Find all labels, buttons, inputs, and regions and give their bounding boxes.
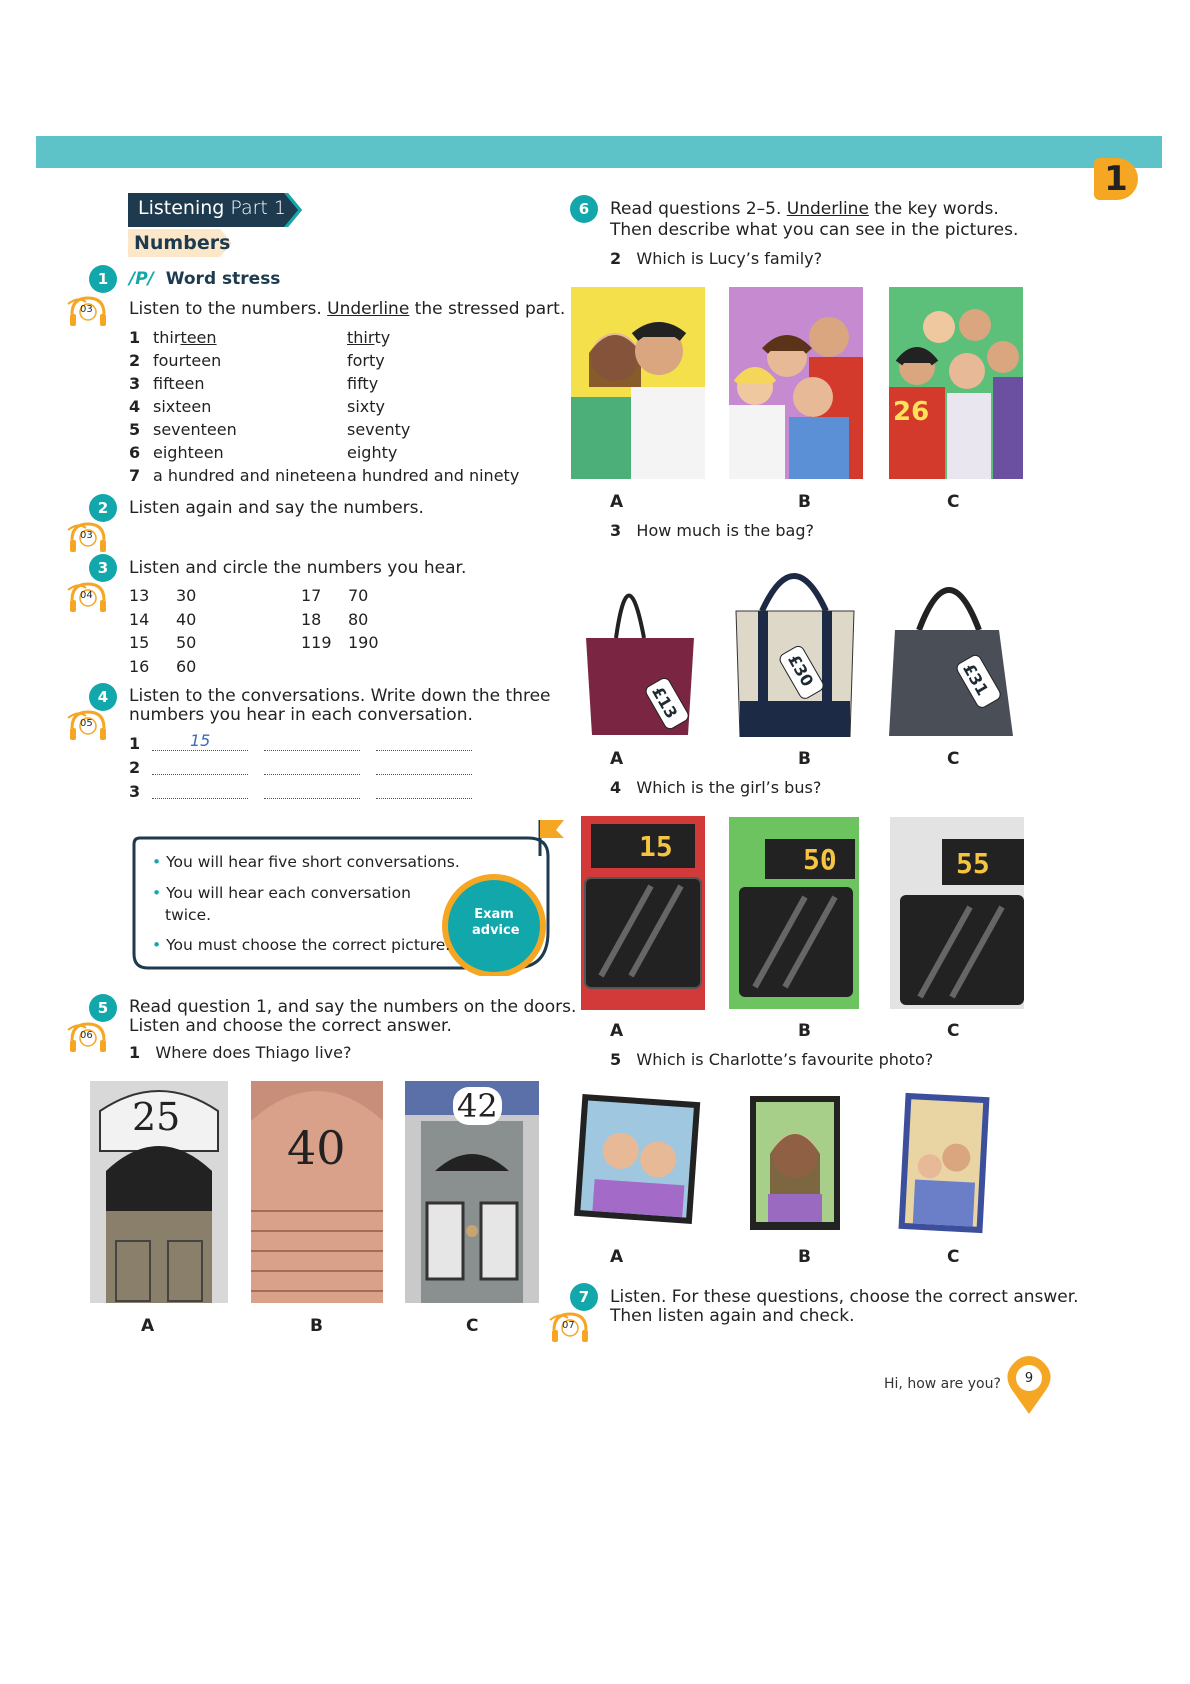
tip-3: • You must choose the correct picture. [152, 936, 451, 954]
audio-track-03-icon[interactable] [64, 292, 108, 334]
word-row [129, 397, 140, 416]
word-part: eighteen [153, 443, 224, 462]
option-a[interactable]: A [610, 1247, 624, 1267]
track-number: 03 [80, 304, 93, 315]
question-number: 2 [610, 249, 622, 268]
ty-word[interactable] [347, 351, 385, 370]
answer-line[interactable] [264, 736, 360, 751]
exercise-1-badge: 1 [89, 265, 117, 293]
number-option[interactable]: 15 [129, 633, 150, 652]
stressed-part: teen [180, 328, 217, 347]
price-tag: £31 [959, 660, 993, 699]
teen-word[interactable] [153, 466, 346, 485]
number-option[interactable]: 16 [129, 656, 150, 676]
audio-track-05-icon[interactable] [64, 706, 108, 748]
word-part: eighty [347, 443, 398, 462]
number-option[interactable]: 190 [348, 633, 379, 652]
bus-a-image[interactable] [581, 816, 705, 1010]
word-part: sixteen [153, 397, 212, 416]
row-number: 2 [129, 351, 141, 370]
audio-track-06-icon[interactable] [64, 1018, 108, 1060]
advice-label: advice [472, 923, 520, 938]
family-c-image[interactable] [889, 287, 1023, 479]
phoneme: /P/ [129, 269, 154, 289]
answer-line[interactable] [376, 736, 472, 751]
option-a[interactable]: A [141, 1316, 155, 1336]
question-2 [610, 249, 822, 268]
word-part: sixty [347, 397, 385, 416]
number-option[interactable]: 40 [176, 609, 197, 629]
question-text: Where does Thiago live? [155, 1043, 352, 1062]
row-number: 6 [129, 443, 141, 462]
question-5 [610, 1050, 933, 1069]
option-c[interactable]: C [466, 1316, 479, 1336]
bus-b-image[interactable] [729, 817, 859, 1009]
row-number: 3 [129, 374, 141, 393]
answer-line[interactable] [152, 760, 248, 775]
example-answer: 15 [190, 731, 211, 750]
page-pin-icon [1004, 1356, 1054, 1418]
exercise-2-badge: 2 [89, 494, 117, 522]
exercise-1-title [129, 269, 280, 290]
door-a-image[interactable] [90, 1081, 228, 1303]
option-b[interactable]: B [798, 1021, 811, 1041]
door-number: 25 [132, 1095, 181, 1139]
teen-word[interactable] [153, 420, 237, 439]
tip-text: You will hear each conversation [166, 884, 411, 902]
question-text: Which is the girl’s bus? [636, 778, 822, 797]
track-number: 06 [80, 1030, 93, 1041]
answer-line[interactable] [376, 760, 472, 775]
number-option[interactable]: 14 [129, 609, 150, 629]
track-number: 04 [80, 590, 93, 601]
row-number: 7 [129, 466, 141, 485]
option-b[interactable]: B [310, 1316, 323, 1336]
tip-2: • You will hear each conversation [152, 884, 411, 902]
ty-word[interactable] [347, 328, 390, 347]
word-part: fourteen [153, 351, 222, 370]
bus-number: 50 [803, 843, 837, 876]
option-b[interactable]: B [798, 492, 811, 512]
exercise-6-instruction-2: Then describe what you can see in the pictures. [610, 220, 1019, 240]
question-1 [129, 1043, 351, 1062]
top-banner [36, 136, 1162, 168]
ty-word[interactable] [347, 420, 410, 439]
family-b-image[interactable] [729, 287, 863, 479]
section-title [138, 197, 286, 219]
exercise-7-badge: 7 [570, 1283, 598, 1311]
exercise-3-instruction: Listen and circle the numbers you hear. [129, 558, 467, 578]
exercise-6-badge: 6 [570, 195, 598, 223]
door-b-image[interactable] [251, 1081, 383, 1303]
exercise-4-instruction-2: numbers you hear in each conversation. [129, 705, 473, 725]
door-number: 42 [453, 1087, 502, 1125]
word-part: seventy [347, 420, 411, 439]
ty-word[interactable] [347, 466, 519, 485]
audio-track-04-icon[interactable] [64, 578, 108, 620]
question-text: Which is Lucy’s family? [636, 249, 823, 268]
exercise-7-instruction-1: Listen. For these questions, choose the correct answer. [610, 1287, 1079, 1307]
answer-line[interactable] [264, 760, 360, 775]
section-subtitle: Numbers [134, 232, 231, 254]
exercise-4-instruction-1: Listen to the conversations. Write down the three [129, 686, 551, 706]
exercise-1-instruction [129, 299, 565, 320]
ty-word[interactable] [347, 397, 385, 416]
word-row [129, 420, 140, 439]
track-number: 05 [80, 718, 93, 729]
track-number: 03 [80, 530, 93, 541]
answer-row-number: 2 [129, 758, 141, 777]
teen-word[interactable] [153, 328, 217, 347]
word-stress-label: Word stress [165, 269, 281, 289]
shirt-number: 26 [893, 397, 930, 427]
number-option[interactable]: 18 [301, 609, 322, 629]
instr-text-2: the key words. [868, 199, 999, 219]
option-a[interactable]: A [610, 492, 624, 512]
exercise-4-badge: 4 [89, 683, 117, 711]
word-row [129, 443, 140, 462]
number-option[interactable]: 13 [129, 586, 150, 605]
photo-c-image[interactable] [898, 1091, 990, 1235]
word-part: forty [347, 351, 385, 370]
bus-c-image[interactable] [890, 817, 1024, 1009]
number-option[interactable]: 119 [301, 633, 332, 652]
question-number: 3 [610, 521, 622, 540]
question-number: 1 [129, 1043, 141, 1062]
exam-advice-label [472, 907, 520, 939]
question-4 [610, 778, 821, 797]
word-part: a hundred and ninety [347, 466, 520, 485]
teen-word[interactable] [153, 397, 211, 416]
row-number: 5 [129, 420, 141, 439]
option-c[interactable]: C [947, 492, 960, 512]
exercise-3-badge: 3 [89, 554, 117, 582]
exercise-7-instruction-2: Then listen again and check. [610, 1306, 855, 1326]
option-b[interactable]: B [798, 1247, 811, 1267]
tip-text: You will hear five short conversations. [166, 853, 460, 871]
instr-text: Read questions 2–5. [610, 199, 787, 219]
bag-a-image[interactable] [578, 553, 702, 738]
row-number: 4 [129, 397, 141, 416]
photo-b-image[interactable] [748, 1094, 842, 1234]
exercise-5-instruction-1: Read question 1, and say the numbers on the doors. [129, 997, 577, 1017]
photo-a-image[interactable] [572, 1092, 702, 1230]
question-3 [610, 521, 814, 540]
instr-underline: Underline [786, 199, 869, 219]
word-part: seventeen [153, 420, 237, 439]
number-option[interactable]: 30 [176, 586, 197, 605]
teen-word[interactable] [153, 374, 205, 393]
exam-label: Exam [474, 907, 514, 922]
teen-word[interactable] [153, 351, 221, 370]
section-name: Listening [138, 197, 225, 219]
stressed-part: thir [347, 328, 375, 347]
tip-2-cont: twice. [165, 906, 212, 924]
door-number: 40 [287, 1121, 346, 1175]
option-c[interactable]: C [947, 749, 960, 769]
instr-text: Listen to the numbers. [129, 299, 328, 319]
price-tag: £30 [784, 651, 818, 690]
door-c-image[interactable] [405, 1081, 539, 1303]
word-part: thir [153, 328, 181, 347]
ty-word[interactable] [347, 443, 397, 462]
instr-underline: Underline [327, 299, 410, 319]
option-a[interactable]: A [610, 749, 624, 769]
answer-line[interactable] [376, 784, 472, 799]
word-row [129, 466, 140, 485]
word-part: fifty [347, 374, 379, 393]
bus-number: 15 [639, 830, 673, 863]
number-option[interactable]: 17 [301, 586, 322, 605]
number-option[interactable]: 50 [176, 633, 197, 652]
family-a-image[interactable] [571, 287, 705, 479]
word-part: a hundred and nineteen [153, 466, 346, 485]
ty-word[interactable] [347, 374, 378, 393]
question-text: How much is the bag? [636, 521, 814, 540]
exercise-6-instruction-1 [610, 199, 999, 220]
option-b[interactable]: B [798, 749, 811, 769]
number-option[interactable]: 80 [348, 609, 369, 629]
question-text: Which is Charlotte’s favourite photo? [636, 1050, 934, 1069]
answer-row-number: 3 [129, 782, 141, 801]
word-row [129, 374, 140, 393]
exercise-5-instruction-2: Listen and choose the correct answer. [129, 1016, 452, 1036]
teen-word[interactable] [153, 443, 224, 462]
option-c[interactable]: C [947, 1021, 960, 1041]
bag-b-image[interactable] [732, 551, 858, 737]
word-row [129, 351, 140, 370]
instr-text-2: the stressed part. [409, 299, 566, 319]
option-a[interactable]: A [610, 1021, 624, 1041]
word-part: fifteen [153, 374, 205, 393]
tip-1: • You will hear five short conversations. [152, 853, 460, 871]
row-number: 1 [129, 328, 141, 347]
price-tag: £13 [648, 683, 682, 722]
answer-line[interactable] [152, 784, 248, 799]
bag-c-image[interactable] [889, 560, 1015, 738]
exercise-5-badge: 5 [89, 994, 117, 1022]
question-number: 5 [610, 1050, 622, 1069]
answer-line[interactable] [264, 784, 360, 799]
exercise-2-instruction: Listen again and say the numbers. [129, 498, 424, 518]
bus-number: 55 [956, 847, 990, 880]
word-row [129, 328, 140, 347]
number-option[interactable]: 60 [176, 656, 197, 676]
section-part: Part 1 [230, 197, 287, 219]
number-option[interactable]: 70 [348, 586, 369, 605]
tip-text: You must choose the correct picture. [166, 936, 451, 954]
word-part: ty [374, 328, 391, 347]
audio-track-07-icon[interactable] [546, 1308, 590, 1350]
question-number: 4 [610, 778, 622, 797]
track-number: 07 [562, 1320, 575, 1331]
unit-number-tab: 1 [1094, 158, 1138, 200]
footer-text: Hi, how are you? [884, 1376, 1001, 1392]
answer-row-number: 1 [129, 734, 141, 753]
option-c[interactable]: C [947, 1247, 960, 1267]
page-number: 9 [1024, 1371, 1034, 1386]
